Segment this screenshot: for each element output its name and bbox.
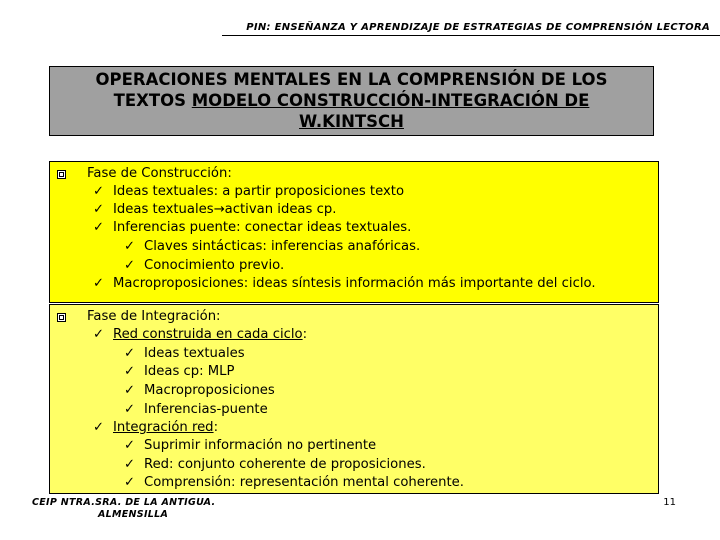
list-item: ✓ Comprensión: representación mental coherente. [124,475,464,490]
check-icon: ✓ [93,276,105,291]
list-item: ✓ Ideas textuales→activan ideas cp. [93,202,337,217]
list-item: ✓ Conocimiento previo. [124,258,285,273]
check-icon: ✓ [124,383,136,398]
list-item: ✓ Macroproposiciones: ideas síntesis información más importante del ciclo. [93,276,596,291]
check-icon: ✓ [124,438,136,453]
list-item: ✓ Red construida en cada ciclo: [93,327,308,342]
check-icon: ✓ [93,202,105,217]
list-item: ✓ Suprimir información no pertinente [124,438,377,453]
check-icon: ✓ [124,239,136,254]
footer-school [32,497,215,521]
check-icon: ✓ [93,327,105,342]
header-title: PIN: ENSEÑANZA Y APRENDIZAJE DE ESTRATEGIAS DE COMPRENSIÓN LECTORA [246,22,710,33]
integration-phase-heading: Fase de Integración: [87,309,221,324]
square-bullet-icon [57,313,66,322]
list-item: ✓ Inferencias puente: conectar ideas textuales. [93,220,412,235]
check-icon: ✓ [124,457,136,472]
slide-title-line-1: OPERACIONES MENTALES EN LA COMPRENSIÓN DE LOS [95,70,608,89]
check-icon: ✓ [124,346,136,361]
list-item: ✓ Integración red: [93,420,219,435]
integration-phase-panel [49,304,659,494]
footer-line-1: CEIP NTRA.SRA. DE LA ANTIGUA. [32,497,216,508]
page-number: 11 [663,497,676,508]
list-item: ✓ Red: conjunto coherente de proposiciones. [124,457,426,472]
check-icon: ✓ [124,258,136,273]
square-bullet-icon [57,170,66,179]
check-icon: ✓ [93,220,105,235]
footer-line-2: ALMENSILLA [98,509,169,520]
list-item: ✓ Macroproposiciones [124,383,275,398]
check-icon: ✓ [93,184,105,199]
check-icon: ✓ [93,420,105,435]
list-item: ✓ Ideas textuales: a partir proposiciones texto [93,184,405,199]
model-name-underlined: MODELO CONSTRUCCIÓN-INTEGRACIÓN DE [191,91,590,110]
slide-title-box [49,66,654,136]
slide-title-line-2: TEXTOS MODELO CONSTRUCCIÓN-INTEGRACIÓN DE [113,91,590,110]
construction-phase-panel [49,161,659,303]
check-icon: ✓ [124,475,136,490]
check-icon: ✓ [124,402,136,417]
header-rule [222,35,720,36]
check-icon: ✓ [124,364,136,379]
list-item: ✓ Ideas cp: MLP [124,364,235,379]
list-item: ✓ Ideas textuales [124,346,245,361]
construction-phase-heading: Fase de Construcción: [87,166,232,181]
list-item: ✓ Claves sintácticas: inferencias anafóricas. [124,239,421,254]
list-item: ✓ Inferencias-puente [124,402,268,417]
slide-title-line-3: W.KINTSCH [299,112,404,131]
